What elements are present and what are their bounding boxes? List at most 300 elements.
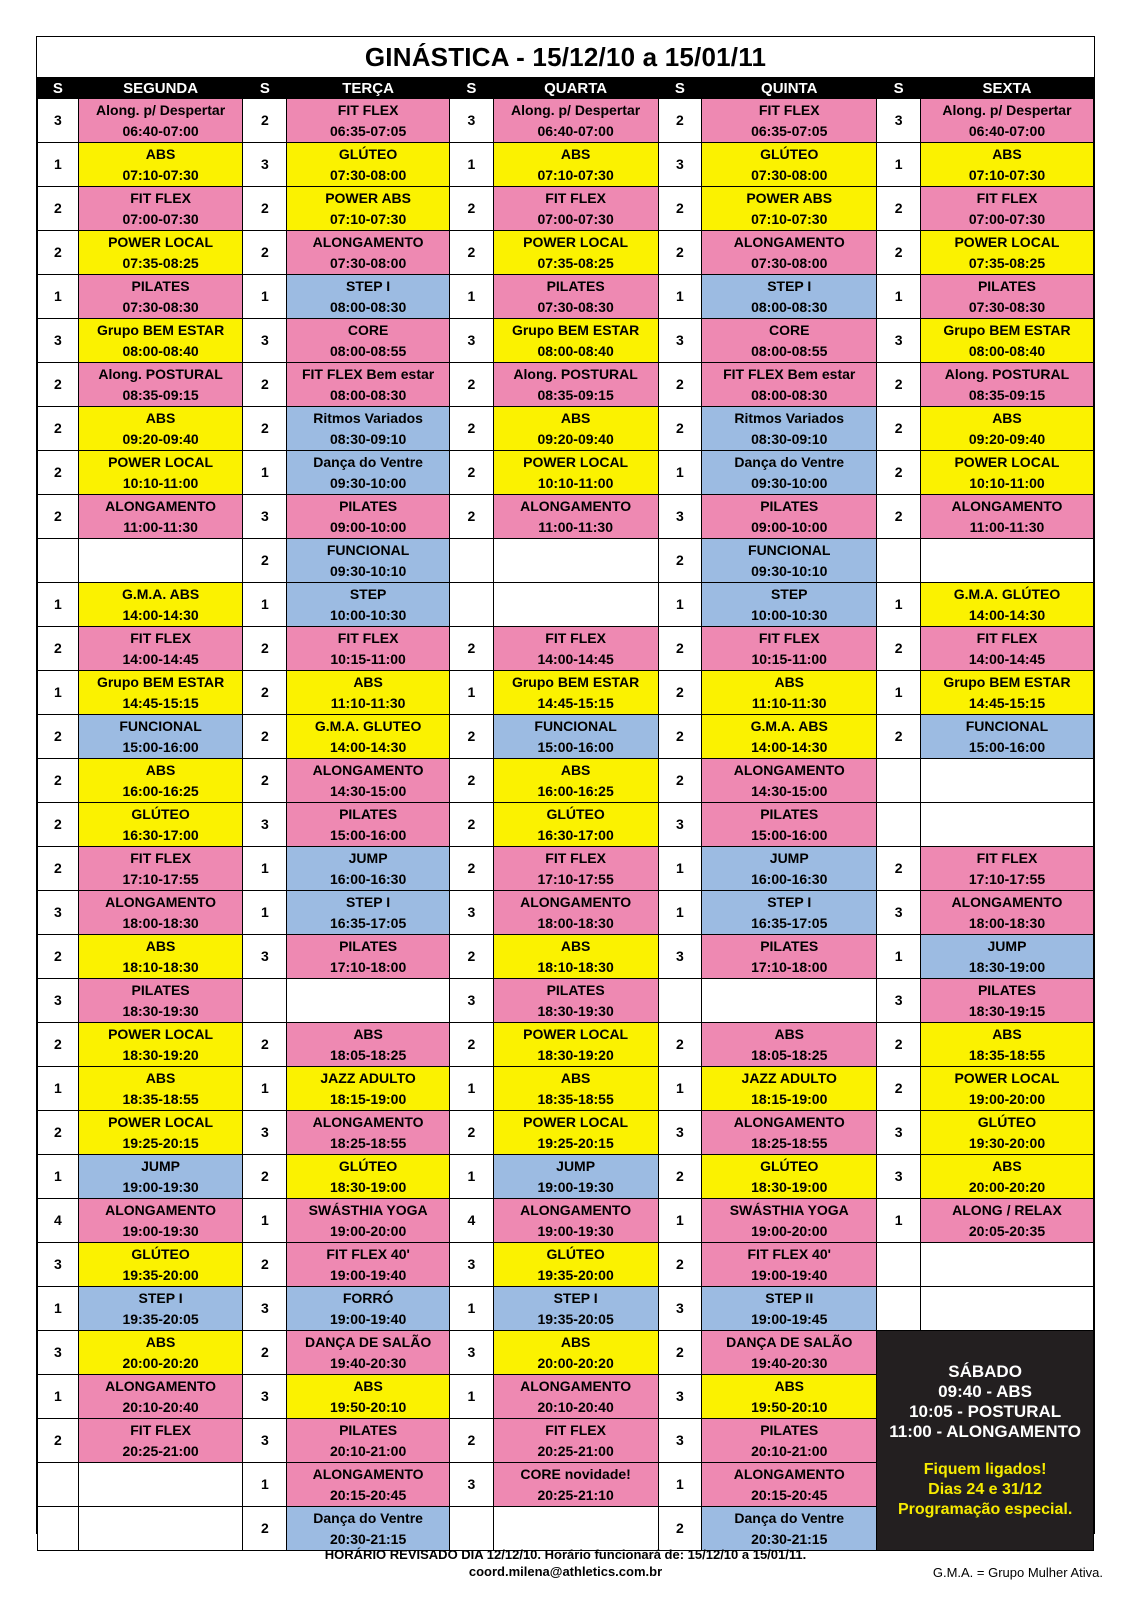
session-room-number: 3: [38, 1243, 79, 1287]
class-time: 07:30-08:30: [122, 298, 199, 315]
session-room-number: 2: [38, 231, 79, 275]
class-cell: [920, 143, 1093, 187]
class-time: 18:25-18:55: [329, 1134, 407, 1151]
session-room-number: 2: [658, 1023, 702, 1067]
class-name: FIT FLEX: [130, 189, 191, 206]
class-name: FIT FLEX: [545, 629, 606, 646]
class-name: ALONG / RELAX: [952, 1201, 1062, 1218]
class-time: 09:00-10:00: [751, 518, 828, 535]
class-name: ABS: [145, 761, 176, 778]
schedule-row: [38, 407, 1094, 451]
class-name: JUMP: [141, 1157, 181, 1174]
class-time: 16:35-17:05: [329, 914, 407, 931]
schedule-row: [38, 187, 1094, 231]
class-cell: [702, 1507, 877, 1551]
schedule-row: [38, 979, 1094, 1023]
class-cell: [287, 1419, 450, 1463]
header-s-2: S: [243, 78, 287, 99]
schedule-body: [38, 99, 1094, 1551]
class-time: 09:30-10:00: [329, 474, 407, 491]
class-cell: [702, 1243, 877, 1287]
class-name: ALONGAMENTO: [951, 497, 1063, 514]
class-name: FIT FLEX: [976, 189, 1038, 206]
session-room-number: 1: [243, 1463, 287, 1507]
class-time: 18:25-18:55: [751, 1134, 828, 1151]
class-cell: [78, 627, 243, 671]
saturday-class: 11:00 - ALONGAMENTO: [889, 1421, 1081, 1441]
session-room-number: 2: [449, 759, 493, 803]
class-name: ABS: [353, 1025, 383, 1042]
session-room-number: 3: [877, 891, 921, 935]
class-cell: [287, 1243, 450, 1287]
session-room-number: 2: [658, 363, 702, 407]
class-time: 18:15-19:00: [751, 1090, 828, 1107]
class-time: 18:05-18:25: [329, 1046, 407, 1063]
session-room-number: 3: [658, 935, 702, 979]
class-time: 18:30-19:00: [329, 1178, 407, 1195]
session-room-number: 2: [658, 759, 702, 803]
class-time: 19:00-19:45: [751, 1310, 828, 1327]
class-name: FUNCIONAL: [326, 541, 410, 558]
class-time: 10:10-11:00: [969, 474, 1045, 491]
session-room-number: 2: [243, 1507, 287, 1551]
session-room-number: 1: [449, 1067, 493, 1111]
class-cell: [78, 583, 243, 627]
class-cell: [287, 407, 450, 451]
class-name: Grupo BEM ESTAR: [96, 673, 225, 690]
class-cell: [920, 979, 1093, 1023]
session-room-number: 2: [38, 451, 79, 495]
class-time: 20:10-20:40: [537, 1398, 614, 1415]
schedule-row: [38, 1243, 1094, 1287]
class-name: GLÚTEO: [131, 1245, 190, 1262]
session-room-number: 3: [658, 1419, 702, 1463]
class-time: 14:30-15:00: [329, 782, 407, 799]
class-name: FIT FLEX 40': [747, 1245, 831, 1262]
class-name: FIT FLEX: [337, 101, 399, 118]
class-name: FIT FLEX: [545, 189, 606, 206]
special-program-note: Programação especial.: [897, 1500, 1073, 1518]
session-room-number: 2: [658, 1155, 702, 1199]
session-room-number: 2: [243, 1023, 287, 1067]
class-time: 14:00-14:45: [537, 650, 614, 667]
class-name: POWER LOCAL: [954, 453, 1060, 470]
class-time: 07:30-08:30: [537, 298, 614, 315]
class-time: 15:00-16:00: [537, 738, 614, 755]
class-cell: [287, 187, 450, 231]
class-name: FIT FLEX: [130, 629, 191, 646]
class-time: 18:35-18:55: [122, 1090, 199, 1107]
session-room-number: 1: [877, 583, 921, 627]
class-name: Dança do Ventre: [313, 1509, 423, 1526]
session-room-number: [449, 583, 493, 627]
class-cell: [493, 847, 658, 891]
class-cell: [78, 495, 243, 539]
session-room-number: 2: [877, 495, 921, 539]
header-terca: TERÇA: [287, 78, 450, 99]
class-name: PILATES: [339, 497, 398, 514]
session-room-number: 2: [658, 1331, 702, 1375]
class-name: STEP II: [765, 1289, 814, 1306]
saturday-title: SÁBADO: [948, 1361, 1022, 1381]
session-room-number: 2: [243, 759, 287, 803]
class-cell: [702, 1067, 877, 1111]
class-cell: [493, 1155, 658, 1199]
class-time: 20:10-21:00: [751, 1442, 828, 1459]
class-time: 08:00-08:30: [751, 386, 828, 403]
session-room-number: 2: [449, 407, 493, 451]
session-room-number: 2: [243, 1155, 287, 1199]
class-name: ALONGAMENTO: [105, 1377, 217, 1394]
class-name: FIT FLEX 40': [326, 1245, 410, 1262]
class-time: 19:00-20:00: [751, 1222, 828, 1239]
class-cell: [493, 671, 658, 715]
class-cell: [287, 891, 450, 935]
class-cell: [493, 583, 658, 627]
class-cell: [493, 891, 658, 935]
class-cell: [78, 1463, 243, 1507]
session-room-number: 1: [243, 583, 287, 627]
class-cell: [78, 935, 243, 979]
session-room-number: 2: [449, 715, 493, 759]
class-cell: [920, 99, 1093, 143]
session-room-number: 3: [449, 1331, 493, 1375]
class-cell: [702, 539, 877, 583]
session-room-number: 3: [449, 1463, 493, 1507]
class-time: 07:35-08:25: [122, 254, 199, 271]
class-cell: [920, 187, 1093, 231]
class-time: 07:00-07:30: [968, 210, 1046, 227]
class-time: 18:35-18:55: [537, 1090, 614, 1107]
class-cell: [702, 1287, 877, 1331]
class-cell: [287, 495, 450, 539]
class-name: Grupo BEM ESTAR: [511, 673, 640, 690]
class-time: 19:40-20:30: [329, 1354, 407, 1371]
class-name: GLÚTEO: [760, 1157, 819, 1174]
class-name: GLÚTEO: [546, 805, 605, 822]
class-name: GLÚTEO: [338, 1157, 398, 1174]
class-name: ABS: [560, 761, 591, 778]
session-room-number: 2: [449, 1111, 493, 1155]
class-time: 06:40-07:00: [537, 122, 614, 139]
class-name: ALONGAMENTO: [520, 497, 632, 514]
class-cell: [78, 143, 243, 187]
session-room-number: 2: [658, 231, 702, 275]
schedule-row: [38, 803, 1094, 847]
schedule-row: [38, 583, 1094, 627]
class-time: 07:30-08:00: [751, 254, 828, 271]
session-room-number: 2: [658, 671, 702, 715]
class-time: 08:30-09:10: [329, 430, 407, 447]
class-cell: [702, 99, 877, 143]
page-title: GINÁSTICA - 15/12/10 a 15/01/11: [364, 41, 767, 72]
session-room-number: 1: [877, 671, 921, 715]
class-cell: [78, 759, 243, 803]
session-room-number: 2: [243, 627, 287, 671]
session-room-number: 2: [658, 187, 702, 231]
class-time: 14:30-15:00: [751, 782, 828, 799]
session-room-number: 3: [38, 1331, 79, 1375]
schedule-row: [38, 715, 1094, 759]
class-cell: [920, 1243, 1093, 1287]
session-room-number: 1: [243, 1067, 287, 1111]
class-time: 11:00-11:30: [538, 518, 613, 535]
class-cell: [287, 539, 450, 583]
class-cell: [78, 451, 243, 495]
class-cell: [287, 1067, 450, 1111]
class-time: 20:25-21:10: [537, 1486, 614, 1503]
class-cell: [920, 935, 1093, 979]
session-room-number: 3: [243, 495, 287, 539]
class-time: 20:25-21:00: [122, 1442, 199, 1459]
class-time: 19:00-20:00: [329, 1222, 407, 1239]
class-name: JAZZ ADULTO: [741, 1069, 837, 1086]
class-cell: [493, 1331, 658, 1375]
session-room-number: 3: [38, 979, 79, 1023]
session-room-number: 1: [658, 1199, 702, 1243]
session-room-number: 2: [449, 1419, 493, 1463]
session-room-number: 2: [449, 363, 493, 407]
session-room-number: 4: [38, 1199, 79, 1243]
class-cell: [920, 1155, 1093, 1199]
class-cell: [493, 99, 658, 143]
session-room-number: 3: [38, 319, 79, 363]
session-room-number: 1: [38, 671, 79, 715]
class-cell: [920, 1067, 1093, 1111]
class-cell: [493, 143, 658, 187]
class-name: STEP I: [138, 1289, 183, 1306]
class-cell: [493, 1199, 658, 1243]
class-cell: [78, 187, 243, 231]
class-cell: [287, 715, 450, 759]
class-time: 18:35-18:55: [968, 1046, 1046, 1063]
class-time: 14:00-14:45: [122, 650, 199, 667]
session-room-number: 1: [38, 1287, 79, 1331]
session-room-number: 1: [449, 275, 493, 319]
class-cell: [702, 847, 877, 891]
special-program-note: Fiquem ligados!: [923, 1460, 1047, 1478]
session-room-number: 3: [449, 1243, 493, 1287]
class-time: 14:45-15:15: [537, 694, 614, 711]
class-cell: [702, 935, 877, 979]
class-cell: [287, 1507, 450, 1551]
class-time: 07:35-08:25: [968, 254, 1046, 271]
class-time: 18:30-19:30: [122, 1002, 199, 1019]
session-room-number: 1: [38, 583, 79, 627]
session-room-number: 1: [243, 847, 287, 891]
class-name: CORE: [347, 321, 389, 338]
class-cell: [493, 407, 658, 451]
class-cell: [920, 1199, 1093, 1243]
class-time: 07:35-08:25: [537, 254, 614, 271]
schedule-row: [38, 1023, 1094, 1067]
class-time: 16:35-17:05: [751, 914, 828, 931]
class-name: GLÚTEO: [131, 805, 190, 822]
header-row: [38, 78, 1094, 99]
class-cell: [78, 1155, 243, 1199]
class-time: 16:30-17:00: [122, 826, 199, 843]
class-time: 18:10-18:30: [122, 958, 199, 975]
class-name: PILATES: [131, 277, 190, 294]
class-name: ALONGAMENTO: [312, 1465, 424, 1482]
class-cell: [702, 583, 877, 627]
class-name: POWER LOCAL: [523, 453, 629, 470]
schedule-row: [38, 891, 1094, 935]
class-time: 10:15-11:00: [330, 650, 406, 667]
class-cell: [287, 1155, 450, 1199]
session-room-number: 2: [449, 495, 493, 539]
saturday-class: 10:05 - POSTURAL: [909, 1401, 1062, 1421]
class-name: FIT FLEX: [130, 1421, 191, 1438]
class-cell: [78, 671, 243, 715]
class-time: 08:00-08:40: [968, 342, 1046, 359]
class-name: STEP I: [346, 277, 391, 294]
class-cell: [78, 275, 243, 319]
class-time: 09:20-09:40: [968, 430, 1046, 447]
session-room-number: 2: [658, 627, 702, 671]
session-room-number: 1: [877, 1199, 921, 1243]
class-time: 18:30-19:00: [968, 958, 1046, 975]
session-room-number: [877, 759, 921, 803]
class-time: 20:15-20:45: [329, 1486, 407, 1503]
class-time: 09:30-10:00: [751, 474, 828, 491]
session-room-number: 3: [658, 495, 702, 539]
class-name: ALONGAMENTO: [105, 497, 217, 514]
class-cell: [920, 407, 1093, 451]
class-time: 11:10-11:30: [751, 694, 827, 711]
class-name: Along. POSTURAL: [513, 365, 638, 382]
class-time: 19:50-20:10: [751, 1398, 828, 1415]
schedule-row: [38, 935, 1094, 979]
session-room-number: 2: [658, 715, 702, 759]
class-time: 17:10-18:00: [751, 958, 828, 975]
class-name: JUMP: [987, 937, 1027, 954]
session-room-number: 2: [877, 715, 921, 759]
class-time: 19:00-19:30: [537, 1222, 614, 1239]
class-cell: [702, 627, 877, 671]
session-room-number: 2: [38, 627, 79, 671]
class-name: FIT FLEX: [130, 849, 191, 866]
class-name: G.M.A. GLÚTEO: [953, 585, 1061, 602]
class-time: 07:30-08:00: [329, 166, 407, 183]
session-room-number: 2: [877, 847, 921, 891]
class-time: 18:00-18:30: [122, 914, 199, 931]
class-time: 18:05-18:25: [751, 1046, 828, 1063]
class-name: PILATES: [760, 805, 819, 822]
schedule-sheet: [36, 36, 1095, 1547]
session-room-number: 1: [658, 583, 702, 627]
class-cell: [493, 1287, 658, 1331]
session-room-number: 2: [658, 407, 702, 451]
session-room-number: 2: [243, 231, 287, 275]
session-room-number: 3: [243, 1419, 287, 1463]
class-cell: [920, 759, 1093, 803]
class-cell: [287, 583, 450, 627]
class-time: 18:15-19:00: [329, 1090, 407, 1107]
class-name: GLÚTEO: [760, 145, 819, 162]
class-cell: [493, 1375, 658, 1419]
session-room-number: 1: [38, 1155, 79, 1199]
class-time: 08:30-09:10: [751, 430, 828, 447]
session-room-number: 1: [449, 1375, 493, 1419]
class-time: 19:35-20:05: [122, 1310, 199, 1327]
class-cell: [493, 187, 658, 231]
class-time: 09:30-10:10: [751, 562, 828, 579]
class-cell: [702, 231, 877, 275]
class-name: Grupo BEM ESTAR: [943, 321, 1071, 338]
header-quinta: QUINTA: [702, 78, 877, 99]
class-time: 20:10-21:00: [329, 1442, 407, 1459]
class-cell: [287, 847, 450, 891]
class-name: FIT FLEX Bem estar: [723, 365, 856, 382]
class-name: ALONGAMENTO: [520, 1377, 632, 1394]
class-cell: [493, 1023, 658, 1067]
class-cell: [920, 539, 1093, 583]
session-room-number: 3: [243, 319, 287, 363]
schedule-row: [38, 759, 1094, 803]
class-name: DANÇA DE SALÃO: [304, 1333, 432, 1350]
session-room-number: [449, 539, 493, 583]
class-cell: [920, 275, 1093, 319]
class-cell: [920, 1111, 1093, 1155]
session-room-number: 2: [38, 1023, 79, 1067]
class-name: G.M.A. GLUTEO: [314, 717, 422, 734]
class-cell: [702, 1419, 877, 1463]
session-room-number: 1: [877, 935, 921, 979]
class-cell: [702, 363, 877, 407]
session-room-number: 1: [658, 1463, 702, 1507]
session-room-number: [877, 539, 921, 583]
class-cell: [78, 715, 243, 759]
session-room-number: 3: [658, 319, 702, 363]
class-cell: [702, 671, 877, 715]
class-time: 14:00-14:30: [329, 738, 407, 755]
class-time: 19:50-20:10: [329, 1398, 407, 1415]
class-name: PILATES: [339, 937, 398, 954]
class-name: CORE novidade!: [520, 1465, 631, 1482]
class-name: JUMP: [769, 849, 809, 866]
class-cell: [287, 451, 450, 495]
class-cell: [920, 583, 1093, 627]
class-cell: [78, 539, 243, 583]
class-name: ABS: [992, 1025, 1022, 1042]
class-cell: [493, 319, 658, 363]
class-cell: [702, 451, 877, 495]
session-room-number: 2: [38, 759, 79, 803]
class-cell: [78, 1507, 243, 1551]
session-room-number: 2: [243, 99, 287, 143]
session-room-number: 2: [658, 1243, 702, 1287]
class-name: G.M.A. ABS: [121, 585, 200, 602]
schedule-row: [38, 99, 1094, 143]
class-name: FIT FLEX: [758, 101, 820, 118]
class-name: ABS: [145, 145, 176, 162]
class-time: 20:00-20:20: [122, 1354, 199, 1371]
header-sexta: SEXTA: [920, 78, 1093, 99]
class-cell: [920, 1287, 1093, 1331]
class-name: ALONGAMENTO: [312, 761, 424, 778]
class-cell: [920, 231, 1093, 275]
session-room-number: 2: [449, 627, 493, 671]
class-time: 16:00-16:25: [537, 782, 614, 799]
session-room-number: 2: [243, 715, 287, 759]
class-name: FUNCIONAL: [965, 717, 1049, 734]
class-time: 18:30-19:30: [537, 1002, 614, 1019]
class-time: 14:45-15:15: [968, 694, 1046, 711]
class-time: 19:30-20:00: [968, 1134, 1046, 1151]
class-name: ALONGAMENTO: [951, 893, 1063, 910]
class-cell: [493, 935, 658, 979]
